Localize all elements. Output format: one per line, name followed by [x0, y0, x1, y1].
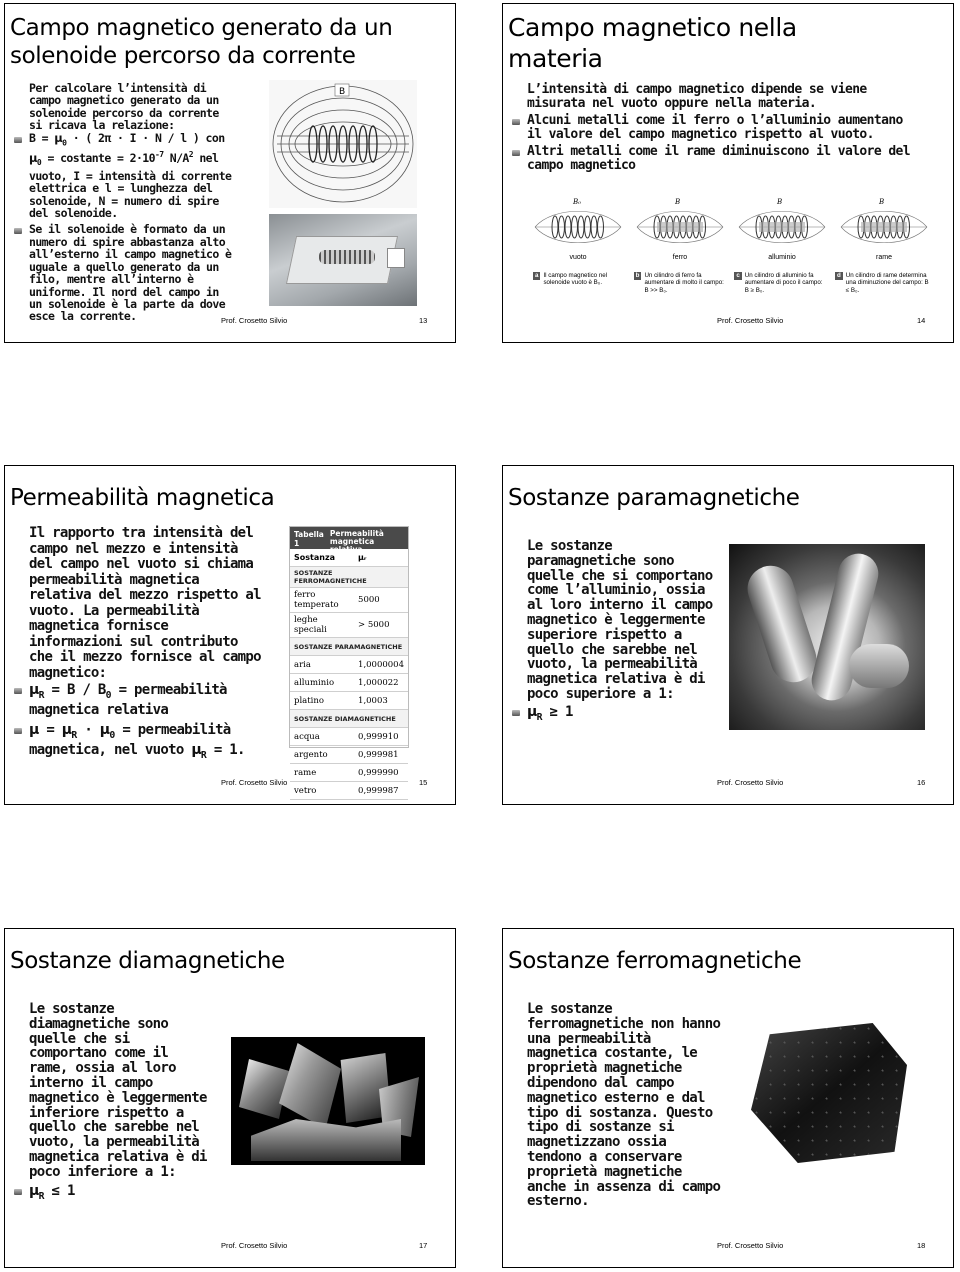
substance-cell: leghe speciali: [290, 613, 354, 638]
footer-author: Prof. Crosetto Silvio: [221, 778, 288, 787]
bullet-formula: $\mu_R \le 1$: [13, 1184, 213, 1205]
permeability-cell: 0,999910: [354, 728, 408, 746]
table-section-label: SOSTANZE FERROMAGNETICHE: [290, 567, 408, 588]
slide-footer: [5, 1241, 456, 1251]
slide-footer: [5, 316, 456, 326]
permeability-cell: 1,0003: [354, 692, 408, 710]
slide-number: 18: [917, 1241, 926, 1250]
substance-cell: platino: [290, 692, 354, 710]
coil-item: [839, 198, 929, 264]
coil-label: ferro: [672, 254, 688, 261]
slide-footer: [503, 316, 954, 326]
caption-text: Il campo magnetico nel solenoide vuoto è B₀.: [543, 272, 608, 287]
table-row: [290, 746, 408, 764]
slide-body: [511, 539, 721, 725]
permeability-cell: 1,0000004: [354, 656, 408, 674]
table-row: [290, 613, 408, 638]
bullet-formula: $\mu_R \ge 1$: [511, 705, 721, 726]
coil-drawing: [737, 204, 827, 250]
slide-title: Permeabilità magnetica: [10, 485, 275, 511]
table-row: [290, 588, 408, 613]
footer-author: Prof. Crosetto Silvio: [221, 1241, 288, 1250]
solenoid-photo: [269, 214, 417, 306]
coil-caption: [634, 272, 728, 312]
coil-drawing: [635, 204, 725, 250]
footer-author: Prof. Crosetto Silvio: [717, 1241, 784, 1250]
coil-caption: [533, 272, 627, 312]
slide-number: 17: [419, 1241, 428, 1250]
slide-title: Sostanze ferromagnetiche: [508, 948, 802, 974]
coil-label: alluminio: [768, 254, 796, 261]
bullet-formula: $B = \mu_0$ · ( 2π · I · N / l ) con $\mu_0$ = costante = $2\cdot 10^{-7}$ $N/A^2$ nel vuoto, I = intensità di corrente elettrica e l = lunghezza del solenoide, N = numero di spire del solenoide.: [13, 132, 237, 220]
slide-body: [13, 1002, 213, 1204]
slide-13: [4, 3, 456, 343]
table-row: [290, 674, 408, 692]
permeability-cell: > 5000: [354, 613, 408, 638]
slide-number: 14: [917, 316, 926, 325]
substance-cell: vetro: [290, 782, 354, 800]
table-section-row: [290, 638, 408, 656]
coil-b-label: B: [777, 198, 783, 206]
caption-text: Un cilindro di ferro fa aumentare di molto il campo: B >> B₀.: [644, 272, 724, 294]
slide-footer: [503, 1241, 954, 1251]
coil-caption: [835, 272, 929, 312]
caption-text: Un cilindro di alluminio fa aumentare di poco il campo: B ≥ B₀.: [744, 272, 823, 294]
intro-text: Il rapporto tra intensità del campo nel mezzo e intensità del campo nel vuoto si chiama permeabilità magnetica relativa del mezzo rispetto al vuoto. La permeabilità magnetica fornisce informazioni sul contributo che il mezzo fornisce al campo magnetico:: [29, 525, 261, 681]
substance-cell: ferro temperato: [290, 588, 354, 613]
coils-illustration: [533, 198, 929, 312]
bullet-relative-permeability: $\mu_R = B / B_0$ = permeabilità magnetica relativa: [13, 683, 263, 719]
permeability-cell: 1,000022: [354, 674, 408, 692]
permeability-cell: 0,999990: [354, 764, 408, 782]
footer-author: Prof. Crosetto Silvio: [717, 778, 784, 787]
slide-body: [13, 82, 237, 323]
coil-item: [737, 198, 827, 264]
caption-tag: d: [836, 272, 841, 279]
slide-14: [502, 3, 954, 343]
slide-15: [4, 465, 456, 805]
slide-number: 13: [419, 316, 428, 325]
slide-number: 15: [419, 778, 428, 787]
field-label: B: [339, 87, 346, 97]
substance-cell: acqua: [290, 728, 354, 746]
intro-text: Le sostanze paramagnetiche sono quelle che si comportano come l’alluminio, ossia al loro interno il campo magnetico è leggermente superiore rispetto a quello che sarebbe nel vuoto, la permeabilità magnetica relativa è di poco superiore a 1:: [527, 538, 713, 702]
substance-cell: argento: [290, 746, 354, 764]
caption-text: Un cilindro di rame determina una diminuzione del campo: B ≤ B₀.: [845, 272, 929, 294]
table-row: [290, 656, 408, 674]
permeability-cell: 5000: [354, 588, 408, 613]
aluminium-photo: [729, 544, 925, 730]
slide-footer: [5, 778, 456, 788]
mu-symbol: μ: [54, 130, 63, 145]
table-section-row: [290, 710, 408, 728]
intro-text: L’intensità di campo magnetico dipende se viene misurata nel vuoto oppure nella materia.: [527, 82, 867, 111]
caption-tag: a: [535, 272, 539, 279]
substance-cell: aria: [290, 656, 354, 674]
slide-16: [502, 465, 954, 805]
permeability-cell: 0,999987: [354, 782, 408, 800]
slide-footer: [503, 778, 954, 788]
table-section-label: SOSTANZE PARAMAGNETICHE: [290, 638, 408, 656]
coil-caption: [734, 272, 828, 312]
coil-b-label: B₀: [573, 198, 581, 206]
intro-text: Per calcolare l’intensità di campo magnetico generato da un solenoide percorso da corrente si ricava la relazione:: [29, 81, 219, 133]
coil-label: rame: [876, 254, 892, 261]
magnetite-photo: [733, 1007, 923, 1177]
footer-author: Prof. Crosetto Silvio: [221, 316, 288, 325]
table-header: Tabella 1 Permeabilità magnetica relativa: [290, 527, 408, 549]
bullet-text: Altri metalli come il rame diminuiscono il valore del campo magnetico: [511, 145, 921, 173]
table-row: [290, 692, 408, 710]
substance-cell: alluminio: [290, 674, 354, 692]
slide-17: [4, 928, 456, 1268]
slide-title: Campo magnetico generato da un solenoide percorso da corrente: [10, 15, 393, 69]
coils-row: [533, 198, 929, 264]
permeability-table: [289, 526, 409, 796]
bullet-absolute-permeability: $\mu = \mu_R \cdot \mu_0$ = permeabilità magnetica, nel vuoto $\mu_R = 1$.: [13, 723, 263, 764]
intro-text: Le sostanze diamagnetiche sono quelle che si comportano come il rame, ossia al loro interno il campo magnetico è leggermente inferiore rispetto a quello che sarebbe nel vuoto, la permeabilità magnetica relativa è di poco inferiore a 1:: [29, 1001, 207, 1180]
caption-tag: b: [635, 272, 640, 279]
coil-item: [635, 198, 725, 264]
table-section-label: SOSTANZE DIAMAGNETICHE: [290, 710, 408, 728]
table-row: [290, 728, 408, 746]
permeability-table-body: [290, 549, 408, 800]
slide-body: [511, 1002, 721, 1209]
table-head-cell: Sostanza: [290, 549, 354, 567]
caption-tag: c: [736, 272, 740, 279]
slide-body: [511, 83, 921, 173]
slide-title: Campo magnetico nella materia: [508, 13, 797, 73]
solenoid-field-diagram: [269, 80, 417, 208]
bismuth-photo: [231, 1037, 425, 1165]
slide-title: Sostanze diamagnetiche: [10, 948, 285, 974]
coil-b-label: B: [879, 198, 885, 206]
slide-18: [502, 928, 954, 1268]
table-section-row: [290, 567, 408, 588]
coil-b-label: B: [675, 198, 681, 206]
bullet-text: Se il solenoide è formato da un numero di spire abbastanza alto all’esterno il campo magnetico è uguale a quello generato da un filo, mentre all’interno è uniforme. Il nord del campo in un solenoide è la parte da dove esce la corrente.: [13, 223, 237, 322]
coil-drawing: [533, 204, 623, 250]
captions-row: [533, 272, 929, 312]
coil-drawing: [839, 204, 929, 250]
intro-text: Le sostanze ferromagnetiche non hanno una permeabilità magnetica costante, le proprietà magnetiche dipendono dal campo magnetico esterno e dal tipo di sostanza. Questo tipo di sostanze si magnetizzano ossia tendono a conservare proprietà magnetiche anche in assenza di campo esterno.: [527, 1001, 721, 1210]
coil-item: [533, 198, 623, 264]
substance-cell: rame: [290, 764, 354, 782]
permeability-cell: 0,999981: [354, 746, 408, 764]
slide-number: 16: [917, 778, 926, 787]
footer-author: Prof. Crosetto Silvio: [717, 316, 784, 325]
slide-body: [13, 526, 263, 763]
table-head-cell: μᵣ: [354, 549, 408, 567]
coil-label: vuoto: [569, 254, 587, 261]
bullet-text: Alcuni metalli come il ferro o l’alluminio aumentano il valore del campo magnetico rispetto al vuoto.: [511, 114, 921, 142]
slide-title: Sostanze paramagnetiche: [508, 485, 800, 511]
